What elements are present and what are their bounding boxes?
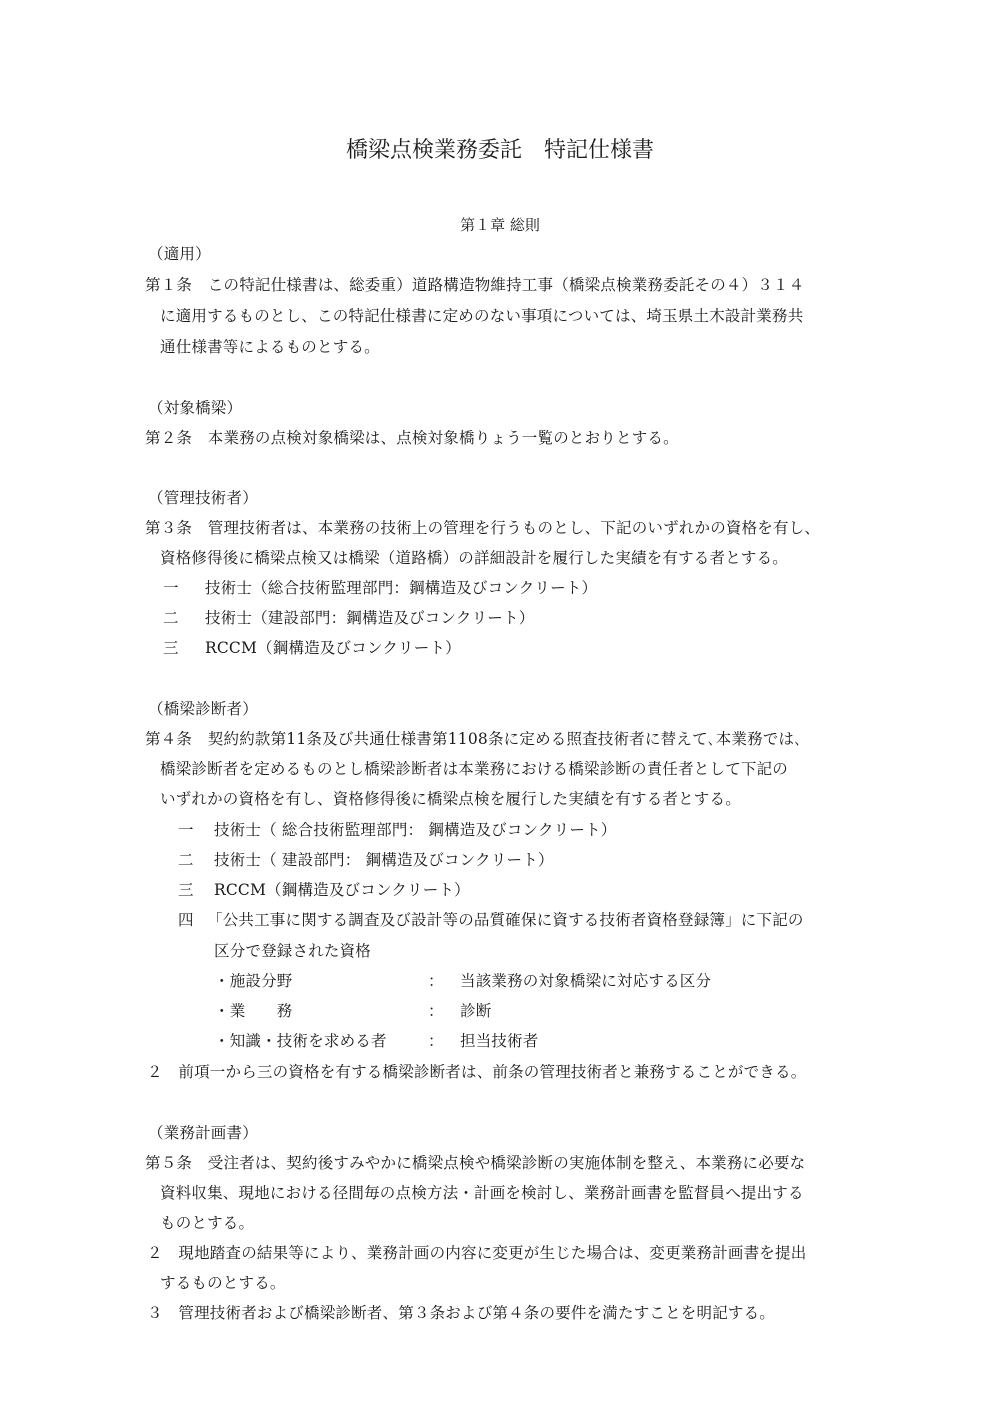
document-title: 橋梁点検業務委託 特記仕様書 <box>345 138 654 163</box>
article-4-line-1: 第４条 契約約款第11条及び共通仕様書第1108条に定める照査技術者に替えて､本業務では､ <box>145 730 803 748</box>
article-4-item-2-text: 技術士（ 建設部門： 鋼構造及びコンクリート） <box>214 851 554 869</box>
sub-item-1-label: ・施設分野 <box>214 972 293 990</box>
article-2-heading: （対象橋梁） <box>148 399 243 417</box>
article-3-item-1-text: 技術士（総合技術監理部門：鋼構造及びコンクリート） <box>205 579 598 597</box>
article-5-paragraph-2-line-1: ２ 現地踏査の結果等により、業務計画の内容に変更が生じた場合は、変更業務計画書を提出 <box>147 1244 807 1262</box>
article-5-line-1: 第５条 受注者は、契約後すみやかに橋梁点検や橋梁診断の実施体制を整え、本業務に必要な <box>145 1154 806 1172</box>
article-4-item-3-text: RCCM（鋼構造及びコンクリート） <box>214 881 470 899</box>
article-3-line-2: 資格修得後に橋梁点検又は橋梁（道路橋）の詳細設計を履行した実績を有する者とする。 <box>160 549 789 567</box>
article-1-line-3: 通仕様書等によるものとする。 <box>160 338 380 356</box>
article-4-line-2: 橋梁診断者を定めるものとし橋梁診断者は本業務における橋梁診断の責任者として下記の <box>160 760 789 778</box>
article-5-heading: （業務計画書） <box>148 1124 258 1142</box>
sub-item-2-label: ・業 務 <box>214 1002 293 1020</box>
article-3-item-2-text: 技術士（建設部門：鋼構造及びコンクリート） <box>205 609 535 627</box>
sub-item-3-label: ・知識・技術を求める者 <box>214 1032 387 1050</box>
sub-item-1-value: 当該業務の対象橋梁に対応する区分 <box>460 972 712 990</box>
article-4-item-3-num: 三 <box>178 881 194 899</box>
article-4-paragraph-2: ２ 前項一から三の資格を有する橋梁診断者は、前条の管理技術者と兼務することができる。 <box>147 1063 807 1081</box>
article-5-line-3: ものとする。 <box>160 1214 255 1232</box>
article-3-item-2-num: 二 <box>163 609 179 627</box>
article-1-line-2: に適用するものとし、この特記仕様書に定めのない事項については、埼玉県土木設計業務共 <box>160 307 804 325</box>
article-4-heading: （橋梁診断者） <box>148 700 258 718</box>
article-3-line-1: 第３条 管理技術者は、本業務の技術上の管理を行うものとし、下記のいずれかの資格を有し、 <box>145 519 821 537</box>
sub-item-2-value: 診断 <box>460 1002 492 1020</box>
article-4-item-1-text: 技術士（ 総合技術監理部門： 鋼構造及びコンクリート） <box>214 821 617 839</box>
article-4-item-1-num: 一 <box>178 821 194 839</box>
article-4-item-4-text: 「公共工事に関する調査及び設計等の品質確保に資する技術者資格登録簿」に下記の <box>207 911 804 929</box>
sub-item-1-separator: ： <box>428 972 444 990</box>
article-3-item-3-text: RCCM（鋼構造及びコンクリート） <box>205 639 461 657</box>
article-1-line-1: 第１条 この特記仕様書は、総委重）道路構造物維持工事（橋梁点検業務委託その４）３１４ <box>145 276 805 294</box>
article-4-item-2-num: 二 <box>178 851 194 869</box>
sub-item-3-separator: ： <box>428 1032 444 1050</box>
article-5-paragraph-3: ３ 管理技術者および橋梁診断者、第３条および第４条の要件を満たすことを明記する。 <box>147 1304 776 1322</box>
article-3-item-3-num: 三 <box>163 639 179 657</box>
article-4-line-3: いずれかの資格を有し、資格修得後に橋梁点検を履行した実績を有する者とする。 <box>160 790 741 808</box>
sub-item-2-separator: ： <box>428 1002 444 1020</box>
article-4-item-4-continuation: 区分で登録された資格 <box>214 942 372 960</box>
article-4-item-4-num: 四 <box>178 911 194 929</box>
article-5-line-2: 資料収集、現地における径間毎の点検方法・計画を検討し、業務計画書を監督員へ提出する <box>160 1184 804 1202</box>
chapter-heading: 第１章 総則 <box>460 216 540 234</box>
sub-item-3-value: 担当技術者 <box>460 1032 539 1050</box>
article-3-item-1-num: 一 <box>163 579 179 597</box>
article-2-line-1: 第２条 本業務の点検対象橋梁は、点検対象橋りょう一覧のとおりとする。 <box>145 429 679 447</box>
article-1-heading: （適用） <box>148 245 211 263</box>
article-5-paragraph-2-line-2: するものとする。 <box>160 1274 286 1292</box>
article-3-heading: （管理技術者） <box>148 489 258 507</box>
